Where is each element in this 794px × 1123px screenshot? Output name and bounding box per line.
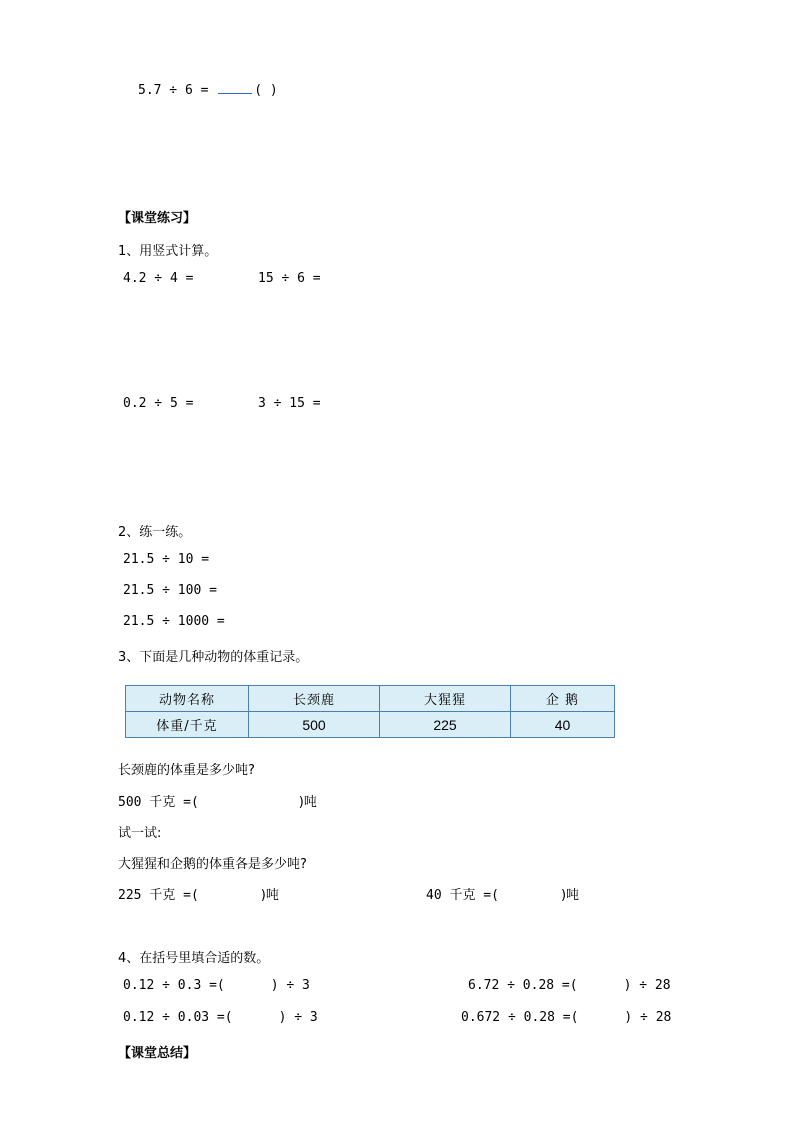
table-header-row bbox=[126, 686, 615, 712]
table-row bbox=[126, 712, 615, 738]
section-class-summary: 【课堂总结】 bbox=[118, 1046, 197, 1061]
table-header-cell: 企 鹅 bbox=[511, 686, 615, 712]
q4-item-2: 6.72 ÷ 0.28 =( ) ÷ 28 bbox=[468, 978, 671, 993]
top-equation-expr: 5.7 ÷ 6 = bbox=[138, 83, 209, 98]
q3-question-2: 大猩猩和企鹅的体重各是多少吨? bbox=[118, 857, 307, 872]
table-cell: 500 bbox=[249, 712, 380, 738]
table-cell: 体重/千克 bbox=[126, 712, 249, 738]
q1-item-1: 4.2 ÷ 4 = bbox=[123, 271, 194, 286]
table-cell: 40 bbox=[511, 712, 615, 738]
q4-item-1: 0.12 ÷ 0.3 =( ) ÷ 3 bbox=[123, 978, 310, 993]
q1-title: 1、用竖式计算。 bbox=[118, 244, 218, 259]
table-header-cell: 大猩猩 bbox=[380, 686, 511, 712]
table-cell: 225 bbox=[380, 712, 511, 738]
q2-title: 2、练一练。 bbox=[118, 525, 192, 540]
q4-item-3: 0.12 ÷ 0.03 =( ) ÷ 3 bbox=[123, 1010, 318, 1025]
q4-title: 4、在括号里填合适的数。 bbox=[118, 951, 270, 966]
q3-answer-2: 225 千克 =( )吨 bbox=[118, 888, 279, 903]
animal-weight-table bbox=[125, 685, 615, 738]
q3-answer-3: 40 千克 =( )吨 bbox=[426, 888, 580, 903]
section-class-practice: 【课堂练习】 bbox=[118, 211, 197, 226]
q4-item-4: 0.672 ÷ 0.28 =( ) ÷ 28 bbox=[461, 1010, 672, 1025]
q2-item-2: 21.5 ÷ 100 = bbox=[123, 583, 217, 598]
q3-answer-1: 500 千克 =( )吨 bbox=[118, 795, 317, 810]
top-equation-paren: ( ) bbox=[254, 83, 278, 98]
table-header-cell: 动物名称 bbox=[126, 686, 249, 712]
q3-try-label: 试一试: bbox=[118, 826, 162, 841]
table-header-cell: 长颈鹿 bbox=[249, 686, 380, 712]
q3-question-1: 长颈鹿的体重是多少吨? bbox=[118, 763, 255, 778]
q2-item-1: 21.5 ÷ 10 = bbox=[123, 552, 210, 567]
q3-title: 3、下面是几种动物的体重记录。 bbox=[118, 650, 309, 665]
q1-item-3: 0.2 ÷ 5 = bbox=[123, 396, 194, 411]
q1-item-4: 3 ÷ 15 = bbox=[258, 396, 321, 411]
top-equation bbox=[138, 83, 278, 98]
q2-item-3: 21.5 ÷ 1000 = bbox=[123, 614, 225, 629]
answer-blank[interactable] bbox=[218, 83, 252, 94]
q1-item-2: 15 ÷ 6 = bbox=[258, 271, 321, 286]
